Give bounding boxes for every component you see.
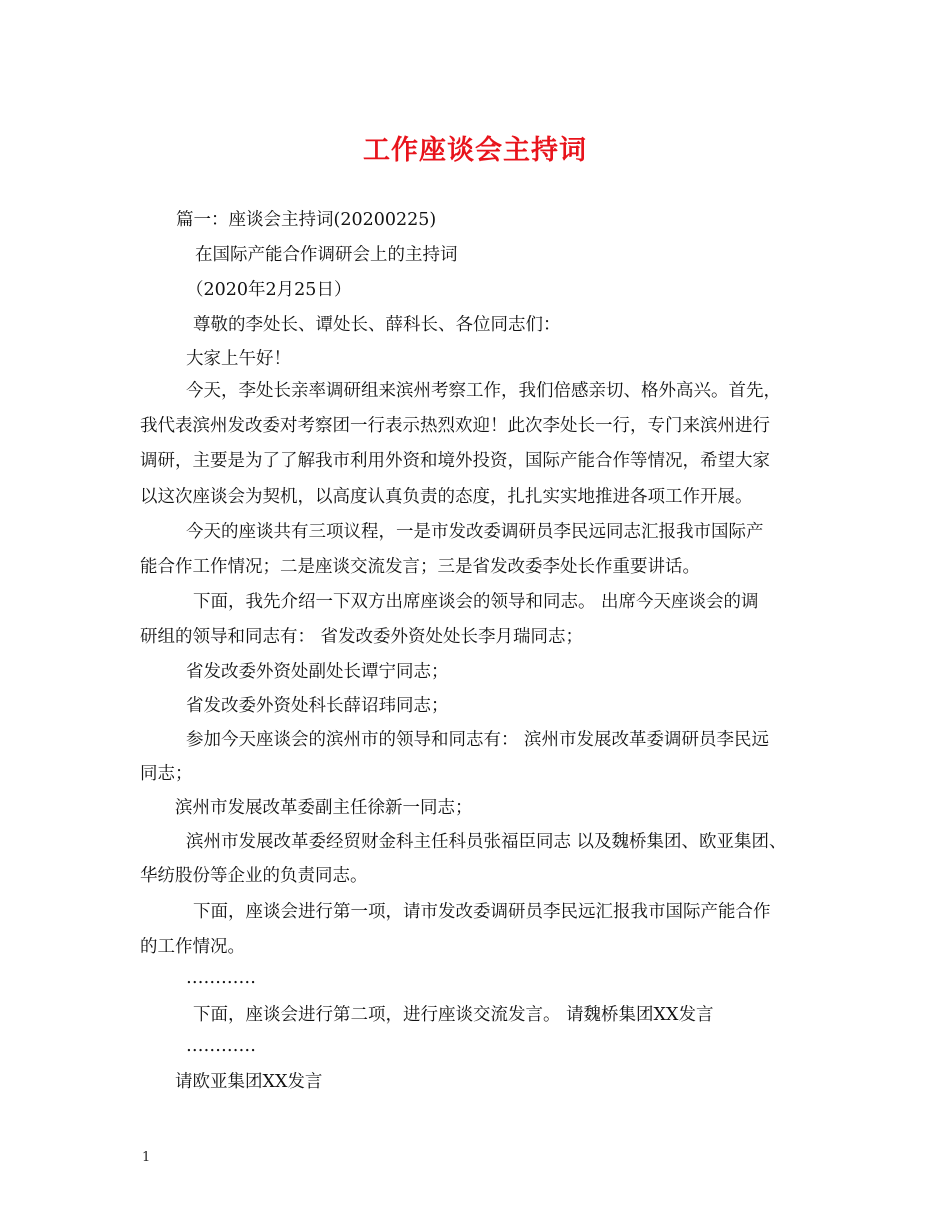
text-line: 请欧亚集团XX发言 [175, 1072, 323, 1092]
text-line: 参加今天座谈会的滨州市的领导和同志有： 滨州市发展改革委调研员李民远 [186, 730, 770, 750]
text-line: （2020年2月25日） [186, 280, 352, 300]
document-title: 工作座谈会主持词 [363, 135, 587, 166]
text-line: 尊敬的李处长、谭处长、薛科长、各位同志们： [193, 315, 561, 335]
text-line: 研组的领导和同志有： 省发改委外资处处长李月瑞同志； [140, 627, 584, 647]
text-line: 大家上午好！ [186, 349, 291, 369]
text-line: 在国际产能合作调研会上的主持词 [195, 245, 458, 265]
ellipsis-line: ………… [186, 1036, 256, 1056]
ellipsis-line: ………… [186, 968, 256, 988]
text-line: 同志； [140, 764, 193, 784]
text-line: 今天，李处长亲率调研组来滨州考察工作，我们倍感亲切、格外高兴。首先， [186, 381, 781, 401]
text-line: 下面，座谈会进行第一项，请市发改委调研员李民远汇报我市国际产能合作 [193, 902, 771, 922]
text-line: 省发改委外资处副处长谭宁同志； [186, 662, 449, 682]
text-line: 华纺股份等企业的负责同志。 [140, 866, 368, 886]
text-line: 省发改委外资处科长薛诏玮同志； [186, 696, 449, 716]
text-line: 我代表滨州发改委对考察团一行表示热烈欢迎！此次李处长一行，专门来滨州进行 [140, 416, 770, 436]
text-line: 今天的座谈共有三项议程，一是市发改委调研员李民远同志汇报我市国际产 [186, 522, 764, 542]
text-line: 下面，座谈会进行第二项，进行座谈交流发言。 请魏桥集团XX发言 [193, 1005, 714, 1025]
text-line: 滨州市发展改革委副主任徐新一同志； [175, 798, 473, 818]
text-line: 下面，我先介绍一下双方出席座谈会的领导和同志。 出席今天座谈会的调 [193, 592, 759, 612]
text-line: 篇一：座谈会主持词(20200225) [176, 210, 437, 230]
text-line: 调研，主要是为了了解我市利用外资和境外投资，国际产能合作等情况，希望大家 [140, 451, 770, 471]
text-line: 以这次座谈会为契机，以高度认真负责的态度，扎扎实实地推进各项工作开展。 [140, 487, 753, 507]
text-line: 的工作情况。 [140, 937, 245, 957]
text-line: 能合作工作情况；二是座谈交流发言；三是省发改委李处长作重要讲话。 [140, 557, 700, 577]
text-line: 滨州市发展改革委经贸财金科主任科员张福臣同志 以及魏桥集团、欧亚集团、 [186, 832, 787, 852]
page-number: 1 [142, 1150, 151, 1165]
